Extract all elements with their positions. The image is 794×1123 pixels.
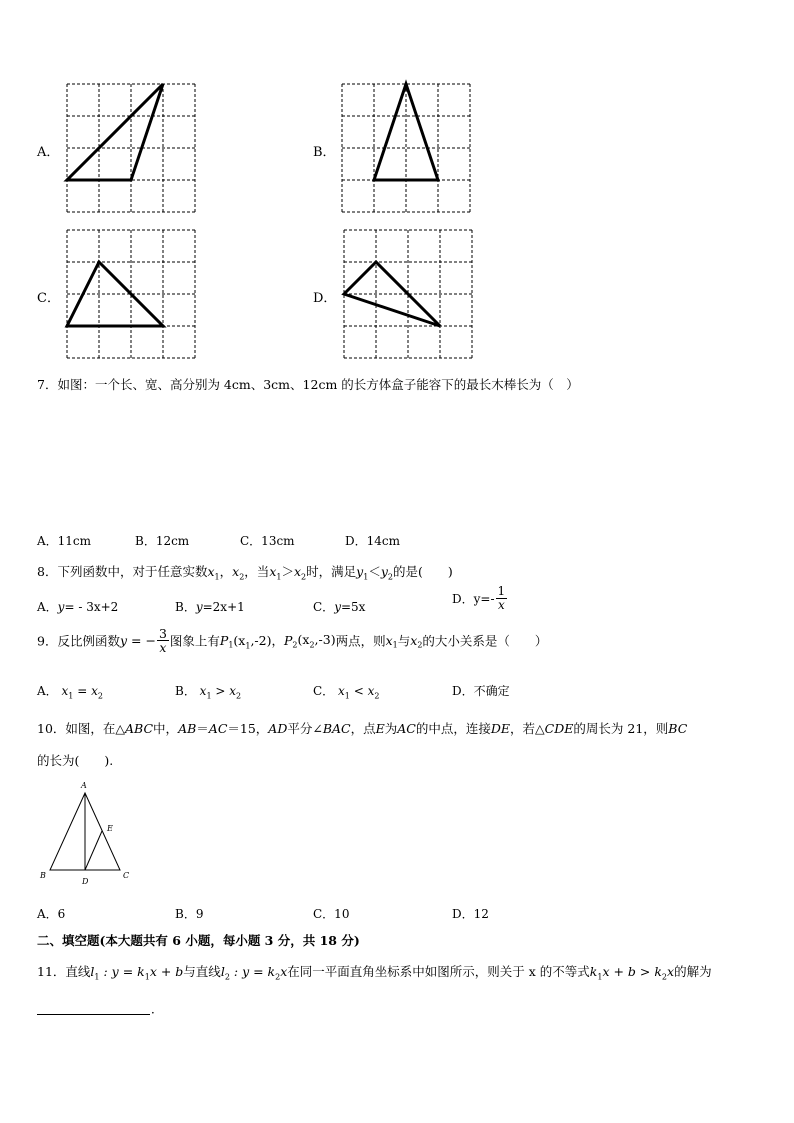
q8-option-b: B．y=2x+1 — [175, 600, 245, 614]
figure-label-a: A — [81, 781, 87, 790]
option-a-label: A． — [37, 145, 60, 160]
question-10-line-2: 的长为( ). — [37, 753, 114, 768]
q9-option-c: C． $x_1 < x_2$ — [313, 684, 380, 701]
q8-option-d: D．y=- $\frac{1}{x}$ — [452, 584, 506, 612]
option-d-label: D． — [313, 291, 337, 306]
q9-option-d: D．不确定 — [452, 684, 510, 698]
q7-option-c: C．13cm — [240, 534, 295, 548]
question-8-stem: 8．下列函数中，对于任意实数$x_1$，$x_2$，当$x_1>x_2$时，满足$y_1<y_2$的是( ) — [37, 564, 453, 582]
q7-option-a: A．11cm — [37, 534, 92, 548]
question-7-stem: 7．如图：一个长、宽、高分别为 4cm、3cm、12cm 的长方体盒子能容下的最长木棒长为（ ） — [37, 377, 579, 392]
section-2-title: 二、填空题(本大题共有 6 小题，每小题 3 分，共 18 分) — [37, 933, 360, 948]
q7-option-d: D．14cm — [345, 534, 400, 548]
q8-option-a: A．y= - 3x+2 — [37, 600, 119, 614]
option-b-label: B． — [313, 145, 336, 160]
q9-option-a: A． $x_1 = x_2$ — [37, 684, 103, 701]
q10-option-a: A．6 — [37, 907, 66, 921]
question-11-end: ． — [151, 1002, 164, 1016]
figure-label-b: B — [40, 871, 46, 880]
q8-option-c: C．y=5x — [313, 600, 366, 614]
q10-option-d: D．12 — [452, 907, 489, 921]
question-9-stem: 9．反比例函数y = − $\frac{3}{x}$ 图象上有$P_1(x_1,-2)$，$P_2(x_2,-3)$两点，则$x_1$与$x_2$的大小关系是（ ） — [37, 626, 548, 655]
figure-label-e: E — [107, 824, 113, 833]
q10-option-c: C．10 — [313, 907, 350, 921]
question-11-stem: 11．直线$l_1$ : $y = k_1x + b$与直线$l_2$ : $y = k_2x$在同一平面直角坐标系中如图所示，则关于 x 的不等式$k_1x + b > k_2x$的解为 — [37, 964, 712, 982]
figure-label-c: C — [123, 871, 130, 880]
q7-option-b: B．12cm — [135, 534, 190, 548]
q10-option-b: B．9 — [175, 907, 204, 921]
option-c-label: C． — [37, 291, 60, 306]
figure-label-d: D — [82, 877, 89, 886]
q9-option-b: B． $x_1 > x_2$ — [175, 684, 242, 701]
question-10-line-1: 10．如图，在△ABC中，AB＝AC＝15，AD平分∠BAC，点E为AC的中点，连接DE，若△CDE的周长为 21，则BC — [37, 721, 688, 736]
answer-blank[interactable] — [37, 1013, 150, 1015]
